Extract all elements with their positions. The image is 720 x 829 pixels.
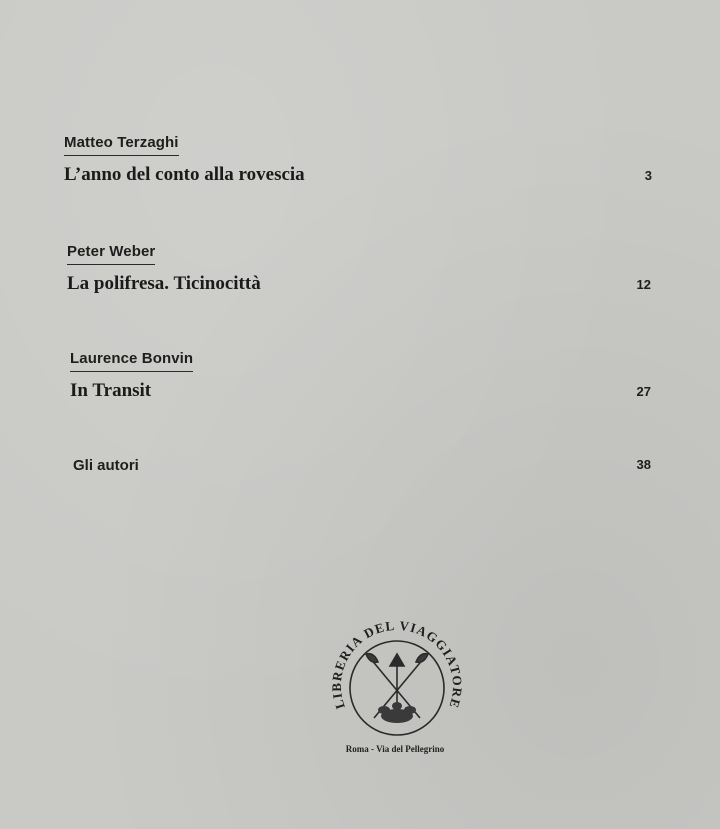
toc-entry [64,134,305,186]
toc-page-number: 12 [636,277,651,292]
toc-page-number: 3 [644,168,652,183]
toc-author: Peter Weber [67,243,155,265]
stamp-text: LIBRERIA DEL VIAGGIATORE [328,617,466,711]
toc-author: Laurence Bonvin [70,350,193,372]
toc-page-number: 27 [636,384,651,399]
toc-entry [67,243,261,295]
stamp-caption: Roma - Via del Pellegrino [345,744,445,754]
authors-section-page-number: 38 [636,457,651,472]
toc-entry [70,350,193,402]
toc-title: In Transit [70,380,152,401]
toc-title: La polifresa. Ticinocittà [67,273,261,294]
authors-section-label: Gli autori [73,457,139,474]
toc-author: Matteo Terzaghi [64,134,179,156]
toc-title: L’anno del conto alla rovescia [64,164,305,185]
bookshop-stamp [322,606,472,756]
